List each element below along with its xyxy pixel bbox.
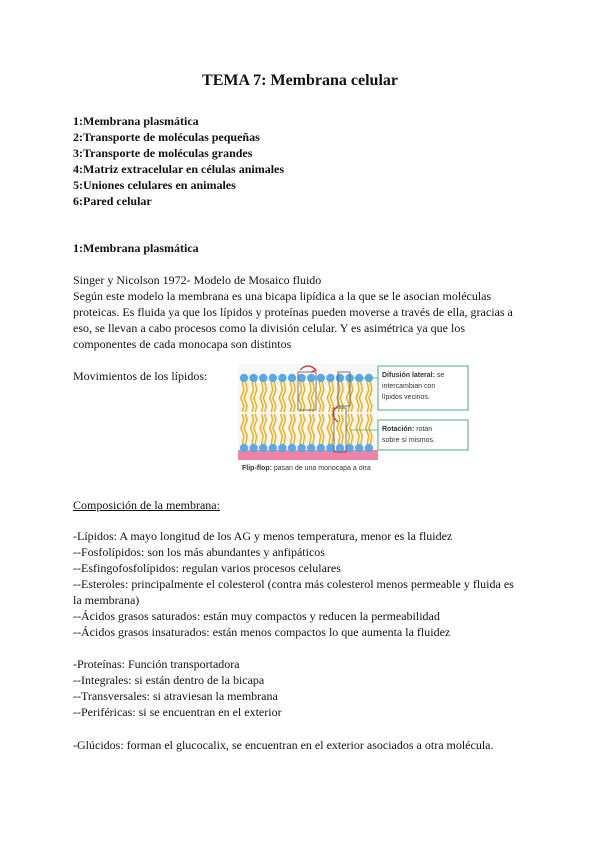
paragraph-line: componentes de cada monocapa son distintos — [73, 337, 292, 351]
list-item: -Proteínas: Función transportadora — [73, 657, 240, 671]
flipflop-rest: pasan de una monocapa a otra — [271, 465, 371, 472]
movements-label: Movimientos de los lípidos: — [73, 369, 208, 383]
lateral-line-3: lípidos vecinos. — [382, 394, 430, 401]
lateral-line-2: intercambian con — [382, 383, 436, 390]
lipid-head — [326, 374, 334, 382]
list-item: --Esteroles: principalmente el colesterol (contra más colesterol menos permeable y fluida es — [73, 577, 514, 591]
toc-item: 1:Membrana plasmática — [73, 114, 199, 128]
list-item: --Ácidos grasos saturados: están muy compactos y reducen la permeabilidad — [73, 609, 440, 623]
svg-text:Flip-flop: pasan de una monoca — [242, 465, 371, 472]
lipid-head — [249, 374, 257, 382]
rotation-line-2: sobre sí mismos. — [382, 437, 435, 444]
list-item: --Ácidos grasos insaturados: están menos compactos lo que aumenta la fluidez — [73, 625, 451, 639]
list-item: -Glúcidos: forman el glucocalix, se encuentran en el exterior asociados a otra molécula. — [73, 738, 494, 752]
toc-item: 3:Transporte de moléculas grandes — [73, 146, 253, 160]
section-heading: 1:Membrana plasmática — [73, 241, 199, 255]
lipid-head — [269, 444, 277, 452]
lipid-head — [355, 444, 363, 452]
toc-item: 6:Pared celular — [73, 194, 152, 208]
rotation-title: Rotación: — [382, 426, 415, 433]
lipid-head — [288, 374, 296, 382]
lipid-head — [317, 374, 325, 382]
lipids-list — [73, 528, 528, 640]
lipid-head — [345, 444, 353, 452]
lipid-head — [278, 374, 286, 382]
membrane-diagram — [238, 364, 469, 474]
lipid-head — [278, 444, 286, 452]
paragraph-line: Según este modelo la membrana es una bicapa lipídica a la que se le asocian moléculas — [73, 289, 492, 303]
table-of-contents — [73, 113, 284, 209]
lipid-head — [326, 444, 334, 452]
list-item: la membrana) — [73, 593, 140, 607]
lipid-head — [240, 444, 248, 452]
intro-paragraph — [73, 272, 528, 352]
proteins-list — [73, 656, 528, 720]
svg-text:Rotación: rotan — [382, 426, 432, 433]
lipid-head — [307, 444, 315, 452]
lateral-title: Difusión lateral: — [382, 372, 435, 379]
lipid-head — [365, 444, 373, 452]
rotation-callout — [378, 420, 468, 450]
lipid-movement-figure — [238, 364, 469, 474]
lipid-head — [269, 374, 277, 382]
list-item: -Lípidos: A mayo longitud de los AG y menos temperatura, menor es la fluidez — [73, 529, 453, 543]
list-item: --Periféricas: si se encuentran en el exterior — [73, 705, 282, 719]
page-title: TEMA 7: Membrana celular — [202, 72, 398, 89]
paragraph-line: proteicas. Es fluida ya que los lípidos y proteínas pueden moverse a través de ella, gracias a — [73, 305, 513, 319]
lipid-head — [297, 374, 305, 382]
list-item: --Integrales: si están dentro de la bicapa — [73, 673, 265, 687]
toc-item: 4:Matriz extracelular en células animales — [73, 162, 285, 176]
lipid-head — [336, 444, 344, 452]
lipid-head — [297, 444, 305, 452]
list-item: --Esfingofosfolípidos: regulan varios procesos celulares — [73, 561, 341, 575]
lipid-head — [249, 444, 257, 452]
glucids-list — [73, 737, 528, 753]
toc-item: 2:Transporte de moléculas pequeñas — [73, 130, 260, 144]
list-item: --Fosfolípidos: son los más abundantes y anfipáticos — [73, 545, 325, 559]
lipid-head — [307, 374, 315, 382]
toc-item: 5:Uniones celulares en animales — [73, 178, 236, 192]
lipid-head — [317, 444, 325, 452]
paragraph-line: eso, se llevan a cabo procesos como la división celular. Y es asimétrica ya que los — [73, 321, 465, 335]
lipid-head — [259, 444, 267, 452]
lipid-head — [336, 374, 344, 382]
lipid-head — [288, 444, 296, 452]
svg-text:Difusión lateral: se — [382, 372, 444, 379]
lipid-head — [240, 374, 248, 382]
lateral-rest: se — [434, 372, 445, 379]
paragraph-line: Singer y Nicolson 1972- Modelo de Mosaico fluido — [73, 273, 322, 287]
list-item: --Transversales: si atraviesan la membrana — [73, 689, 278, 703]
lipid-head — [259, 374, 267, 382]
rotation-rest: rotan — [414, 426, 433, 433]
flipflop-title: Flip-flop: — [242, 465, 272, 472]
composition-heading: Composición de la membrana: — [73, 498, 220, 512]
